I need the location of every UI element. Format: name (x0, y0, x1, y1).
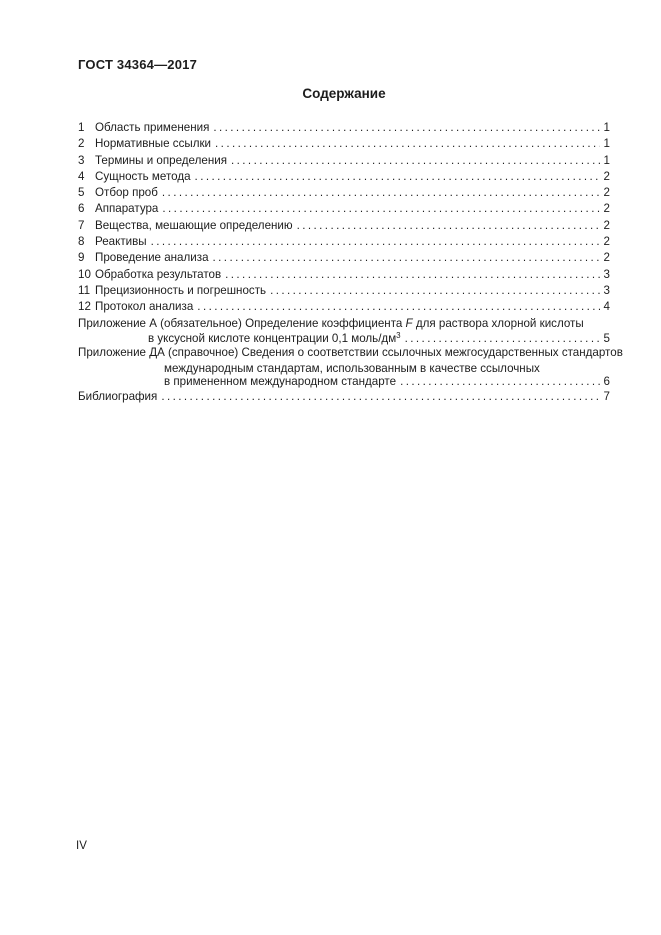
toc-item-label: Сущность метода (95, 169, 191, 183)
toc-page-number: 1 (603, 153, 610, 167)
toc-item-label: Термины и определения (95, 153, 227, 167)
toc-item-label: Область применения (95, 121, 210, 134)
toc-row-appendix-da-line2 (78, 362, 610, 376)
toc-item-label: Нормативные ссылки (95, 137, 212, 151)
doc-code: ГОСТ 34364—2017 (78, 57, 197, 72)
toc-page-number: 1 (603, 121, 610, 134)
toc-item-number: 2 (78, 137, 85, 151)
appendix-a-symbol-f: F (405, 316, 413, 330)
toc-page-number: 2 (603, 218, 610, 232)
toc-item-label: Проведение анализа (95, 251, 209, 265)
toc-row-appendix-da-line1 (78, 345, 623, 361)
toc-row (78, 185, 610, 201)
toc-row (78, 283, 610, 299)
toc-item-label: Отбор проб (95, 186, 158, 200)
toc-item-label: Приложение ДА (справочное) Сведения о соответствии ссылочных межгосударственных стандартов (78, 346, 623, 360)
toc-row (78, 234, 610, 250)
dot-leader (405, 332, 600, 346)
toc-row (78, 267, 610, 283)
appendix-a-text-pre: Приложение А (обязательное) Определение коэффициента (78, 316, 406, 330)
dot-leader (231, 153, 600, 169)
dot-leader (197, 299, 599, 315)
dot-leader (161, 389, 599, 405)
toc-row (78, 218, 610, 234)
toc-page-number: 7 (603, 389, 610, 403)
toc-row (78, 201, 610, 217)
toc-item-label: Протокол анализа (95, 300, 194, 314)
toc-item-label: Аппаратура (95, 202, 159, 216)
toc-row (78, 169, 610, 185)
toc-item-number: 12 (78, 300, 91, 314)
toc-page-number: 4 (603, 300, 610, 314)
toc-item-label (78, 316, 584, 332)
dot-leader (215, 136, 600, 152)
toc-item-label: международным стандартам, использованным в качестве ссылочных (164, 361, 540, 375)
toc-item-number: 1 (78, 121, 85, 134)
toc-row-bibliography (78, 389, 610, 405)
toc-item-number: 4 (78, 169, 85, 183)
dot-leader (270, 283, 599, 299)
toc-row-appendix-a-line2 (78, 332, 610, 346)
toc-row-appendix-a-line1 (78, 316, 610, 332)
footer-page-number: IV (76, 840, 87, 852)
toc-item-label: Обработка результатов (95, 267, 222, 281)
toc-page-number: 3 (603, 283, 610, 297)
toc-row (78, 250, 610, 266)
toc-item-label: Прецизионность и погрешность (95, 283, 267, 297)
toc-row (78, 120, 610, 136)
dot-leader (151, 234, 600, 250)
toc-row (78, 136, 610, 152)
toc-page-number: 6 (603, 375, 610, 389)
toc-item-label: Реактивы (95, 235, 147, 249)
toc-page-number: 2 (603, 169, 610, 183)
toc-page-number: 2 (603, 235, 610, 249)
toc-item-number: 10 (78, 267, 91, 281)
dot-leader (213, 250, 600, 266)
dot-leader (162, 201, 599, 217)
toc-page-number: 2 (603, 202, 610, 216)
toc-item-label: Вещества, мешающие определению (95, 218, 293, 232)
dot-leader (225, 267, 599, 283)
toc-item-number: 6 (78, 202, 85, 216)
toc-row (78, 153, 610, 169)
toc-item-label: в примененном международном стандарте (164, 375, 397, 389)
toc-page-number: 5 (603, 331, 610, 345)
superscript-3: 3 (396, 330, 401, 340)
toc-item-number: 9 (78, 251, 85, 265)
toc-item-number: 11 (78, 283, 91, 297)
dot-leader (297, 218, 600, 234)
toc-item-number: 5 (78, 186, 85, 200)
appendix-a-text-post: для раствора хлорной кислоты (412, 316, 584, 330)
toc-page-number: 2 (603, 186, 610, 200)
appendix-a-line2-text: в уксусной кислоте концентрации 0,1 моль/дм (148, 331, 397, 345)
dot-leader (195, 169, 600, 185)
toc-item-number: 7 (78, 218, 85, 232)
toc-item-number: 3 (78, 153, 85, 167)
toc-page-number: 3 (603, 267, 610, 281)
contents-title: Содержание (302, 86, 386, 101)
dot-leader (400, 375, 599, 389)
toc-page-number: 1 (603, 137, 610, 151)
toc-page-number: 2 (603, 251, 610, 265)
toc-item-label (148, 332, 401, 346)
toc-row (78, 299, 610, 315)
table-of-contents (78, 120, 623, 405)
toc-row-appendix-da-line3 (78, 375, 610, 389)
toc-item-label: Библиография (78, 389, 158, 403)
toc-item-number: 8 (78, 235, 85, 249)
dot-leader (213, 120, 599, 136)
dot-leader (162, 185, 600, 201)
